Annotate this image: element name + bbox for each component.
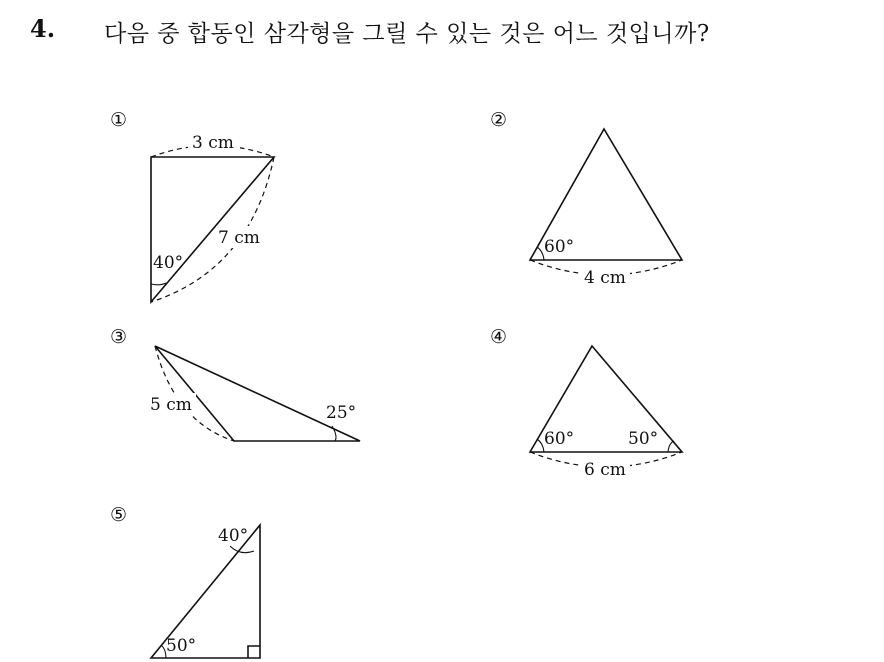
option-4-label-right-angle: 50°: [628, 429, 659, 449]
question-text: 다음 중 합동인 삼각형을 그릴 수 있는 것은 어느 것입니까?: [104, 21, 710, 47]
option-5-label-bottom-angle: 50°: [166, 636, 197, 656]
option-4-left-angle-arc: [537, 439, 544, 452]
option-3-label-angle: 25°: [326, 403, 357, 423]
option-4[interactable]: [490, 326, 682, 480]
option-2[interactable]: [490, 109, 682, 288]
option-4-marker: ④: [490, 326, 508, 348]
option-5-right-angle-mark: [248, 646, 260, 658]
option-2-label-base: 4 cm: [584, 268, 626, 288]
option-1[interactable]: [110, 109, 274, 302]
option-4-label-left-angle: 60°: [544, 429, 575, 449]
option-2-angle-arc: [537, 247, 544, 260]
option-1-label-top: 3 cm: [192, 133, 234, 153]
option-5-label-top-angle: 40°: [218, 526, 249, 546]
option-1-label-hyp: 7 cm: [218, 228, 260, 248]
option-1-angle-arc: [151, 283, 166, 285]
option-3-marker: ③: [110, 326, 128, 348]
option-4-label-base: 6 cm: [584, 460, 626, 480]
option-5[interactable]: [110, 504, 260, 658]
option-1-marker: ①: [110, 109, 128, 131]
option-1-label-angle: 40°: [153, 253, 184, 273]
option-2-marker: ②: [490, 109, 508, 131]
option-3[interactable]: [110, 326, 360, 441]
question-number: 4.: [30, 14, 56, 43]
option-5-marker: ⑤: [110, 504, 128, 526]
option-2-label-angle: 60°: [544, 237, 575, 257]
option-3-label-side: 5 cm: [150, 395, 192, 415]
